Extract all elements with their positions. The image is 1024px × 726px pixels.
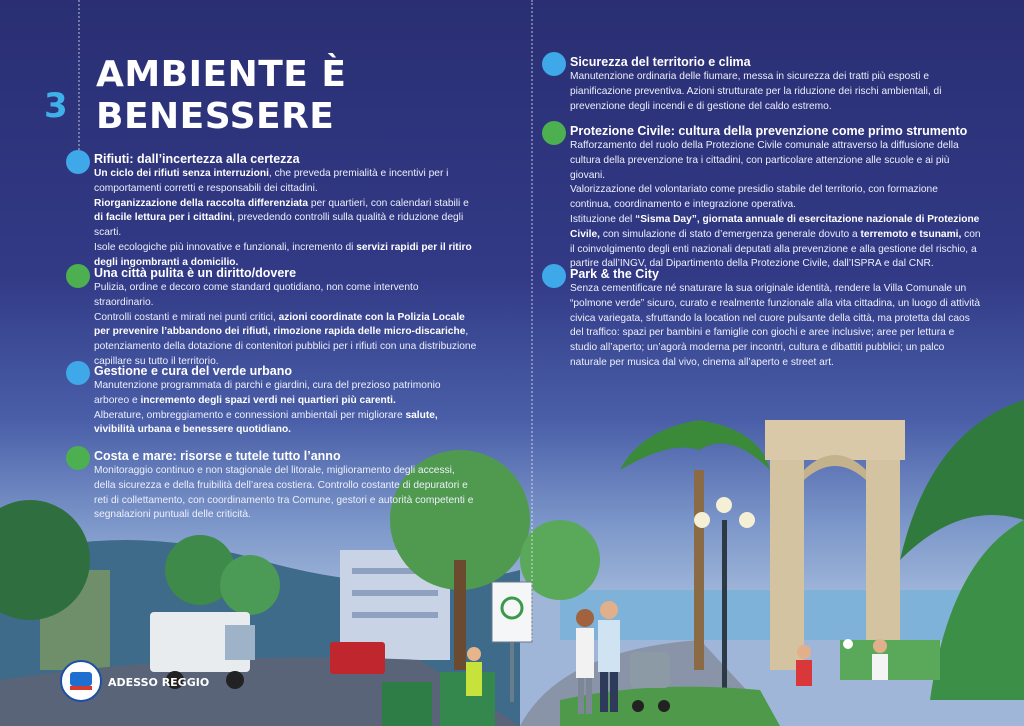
decorative-dotted-line xyxy=(78,0,80,150)
item-body xyxy=(570,70,982,114)
person xyxy=(576,628,594,678)
item-paragraph: Valorizzazione del volontariato come presidio stabile del territorio, con formazione continua, coordinamento e integrazione operativa. xyxy=(570,184,938,211)
item-body xyxy=(94,464,478,523)
red-van xyxy=(330,642,385,674)
emphasis-text: “Sisma Day”, giornata annuale di esercitazione nazionale di Protezione Civile, xyxy=(570,213,980,240)
item-title: Sicurezza del territorio e clima xyxy=(570,55,751,69)
bullet-dot xyxy=(66,264,90,288)
item-title: Park & the City xyxy=(570,267,659,281)
item-title: Una città pulita è un diritto/dovere xyxy=(94,266,297,280)
item-paragraph: Riorganizzazione della raccolta differenziata per quartieri, con calendari stabili e di facile lettura per i cittadini, prevedendo controlli sulla qualità e riduzione degli scarti. xyxy=(94,197,469,239)
item-paragraph: Rafforzamento del ruolo della Protezione Civile comunale attraverso la diffusione della cultura della prevenzione tra i cittadini, con particolare attenzione alle scuole e ai più giovani. xyxy=(570,140,959,181)
emphasis-text: salute, vivibilità urbana e benessere quotidiano. xyxy=(94,409,438,436)
emphasis-text: incremento degli spazi verdi nei quartieri più carenti. xyxy=(140,394,396,406)
emphasis-text: terremoto e tsunami, xyxy=(860,228,962,240)
item-body xyxy=(570,282,982,371)
list-item xyxy=(94,152,478,271)
item-title: Gestione e cura del verde urbano xyxy=(94,364,292,378)
item-paragraph: Manutenzione programmata di parchi e giardini, cura del prezioso patrimonio arboreo e incremento degli spazi verdi nei quartieri più carenti. xyxy=(94,380,441,406)
bullet-dot xyxy=(542,121,566,145)
logo-caption: ADESSO REGGIO xyxy=(108,676,210,689)
green-bin xyxy=(382,682,432,726)
item-body xyxy=(94,167,478,271)
stroller xyxy=(630,652,670,688)
bullet-dot xyxy=(542,52,566,76)
bullet-dot xyxy=(542,264,566,288)
page-title xyxy=(96,54,347,138)
list-item xyxy=(94,364,478,438)
bullet-dot xyxy=(66,361,90,385)
palm-leaves xyxy=(620,420,770,470)
emphasis-text: azioni coordinate con la Polizia Locale per prevenire l’abbandono dei rifiuti, rimozione rapida delle micro-discariche xyxy=(94,311,466,338)
recycle-sign xyxy=(492,582,532,642)
title-line-2: BENESSERE xyxy=(96,96,335,137)
item-title: Costa e mare: risorse e tutele tutto l’anno xyxy=(94,449,341,463)
emphasis-text: di facile lettura per i cittadini xyxy=(94,212,233,224)
bullet-dot xyxy=(66,150,90,174)
child xyxy=(796,660,812,686)
item-paragraph: Alberature, ombreggiamento e connessioni ambientali per migliorare salute, vivibilità urbana e benessere quotidiano. xyxy=(94,409,438,436)
person xyxy=(598,620,620,672)
lamp-post xyxy=(722,520,727,690)
item-body xyxy=(94,379,478,438)
emphasis-text: Riorganizzazione della raccolta differenziata xyxy=(94,197,308,209)
item-paragraph: Senza cementificare né snaturare la sua originale identità, rendere la Villa Comunale un “polmone verde” sicuro, curato e realmente funzionale alla vita cittadina, un luogo di attività civica variegata, sfruttando la location nel cuore pulsante della città, ma protetta dal caos del traffico: spazi per bambini e famiglie con giochi e aree inclusive; aree per lettura e studio all’aperto; un’agorà moderna per incontri, cultura e dibattiti pubblici; un palco naturale per musica dal vivo, cinema all’aperto e street art. xyxy=(570,283,980,368)
item-title: Protezione Civile: cultura della prevenzione come primo strumento xyxy=(570,124,968,138)
item-paragraph: Monitoraggio continuo e non stagionale del litorale, miglioramento degli accessi, della sicurezza e della fruibilità dell’area costiera. Controllo costante di depuratori e reti di collettamento, con coordinamento tra Comune, gestori e autorità competenti e segnalazioni puntuali delle criticità. xyxy=(94,465,474,521)
tree xyxy=(220,555,280,615)
bullet-dot xyxy=(66,446,90,470)
palm-trunk xyxy=(694,470,704,670)
item-paragraph: Istituzione del “Sisma Day”, giornata annuale di esercitazione nazionale di Protezione Civile, con simulazione di stato d’emergenza generale dovuto a terremoto e tsunami, con il coinvolgimento degli enti nazionali deputati alla prevenzione e alla gestione del rischio, a partire dall’INGV, dal Dipartimento della Protezione Civile, dall’ISPRA e dal CNR. xyxy=(570,213,981,270)
section-number: 3 xyxy=(44,86,68,126)
list-item xyxy=(94,266,478,370)
list-item xyxy=(570,267,982,371)
triumphal-arch xyxy=(765,420,905,460)
title-line-1: AMBIENTE È xyxy=(96,54,347,95)
party-logo xyxy=(60,660,102,702)
item-paragraph: Controlli costanti e mirati nei punti critici, azioni coordinate con la Polizia Locale per prevenire l’abbandono dei rifiuti, rimozione rapida delle micro-discariche, potenziamento della dotazione di contenitori pubblici per i rifiuti con una distribuzione capillare su tutto il territorio. xyxy=(94,311,477,367)
list-item xyxy=(570,124,982,272)
item-title: Rifiuti: dall’incertezza alla certezza xyxy=(94,152,300,166)
list-item xyxy=(94,449,478,523)
item-paragraph: Manutenzione ordinaria delle fiumare, messa in sicurezza dei tratti più esposti e pianificazione preventiva. Azioni strutturate per la riduzione dei rischi ambientali, di prevenzione degli incendi e di gestione del caldo estremo. xyxy=(570,71,942,112)
column-divider xyxy=(531,0,533,640)
child xyxy=(872,654,888,680)
list-item xyxy=(570,55,982,114)
item-paragraph: Pulizia, ordine e decoro come standard quotidiano, non come intervento straordinario. xyxy=(94,282,419,308)
worker xyxy=(466,662,482,696)
emphasis-text: Un ciclo dei rifiuti senza interruzioni xyxy=(94,168,269,179)
item-body xyxy=(94,281,478,370)
item-body xyxy=(570,139,982,272)
emphasis-text: servizi rapidi per il ritiro degli ingombranti a domicilio. xyxy=(94,241,472,268)
item-paragraph: Un ciclo dei rifiuti senza interruzioni, che preveda premialità e incentivi per i comportamenti corretti e responsabili dei cittadini. xyxy=(94,168,449,194)
item-paragraph: Isole ecologiche più innovative e funzionali, incremento di servizi rapidi per il ritiro degli ingombranti a domicilio. xyxy=(94,241,472,268)
